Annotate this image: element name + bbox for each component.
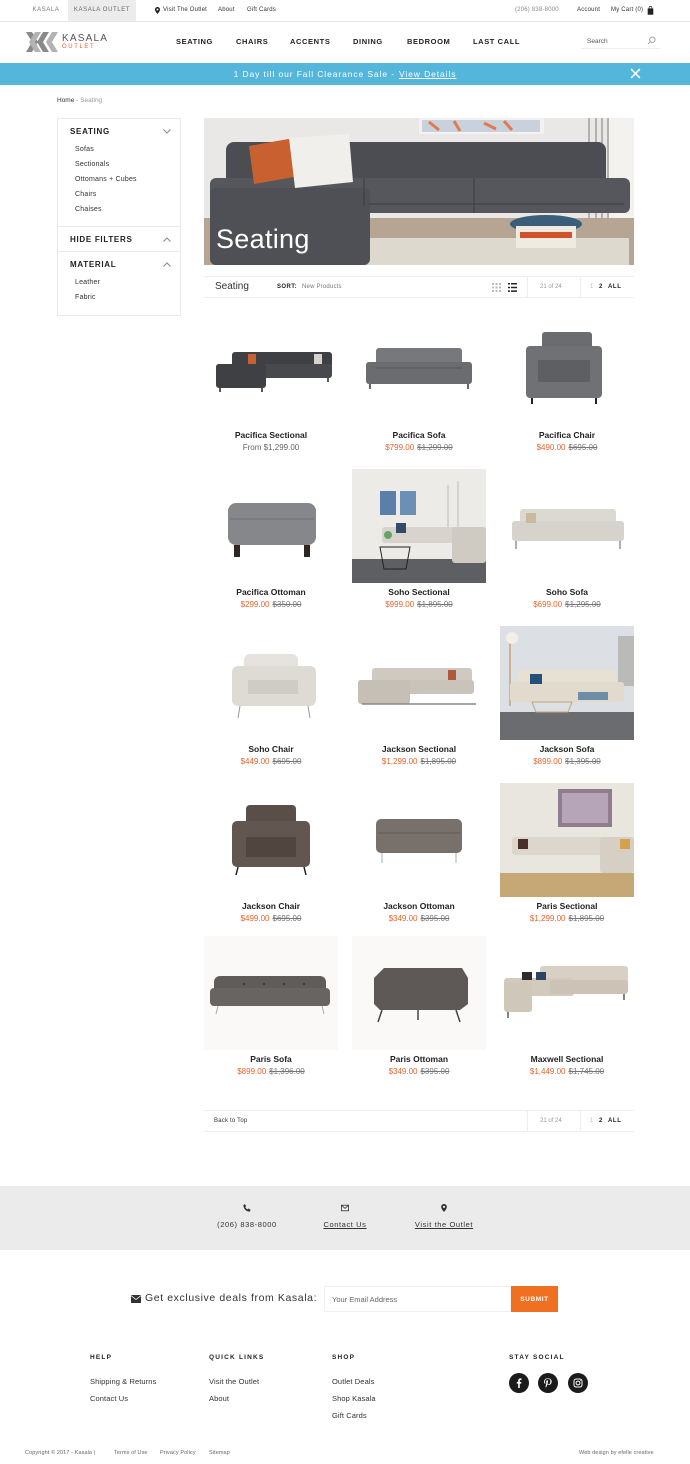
footer-social-title: STAY SOCIAL [509, 1354, 565, 1361]
original-price: $695.00 [272, 914, 302, 923]
sort-dropdown[interactable]: New Products [302, 284, 342, 290]
filter-chaises[interactable]: Chaises [75, 206, 102, 213]
hide-filters-toggle[interactable]: HIDE FILTERS [70, 235, 133, 244]
visit-outlet-link[interactable]: Visit The Outlet [163, 7, 207, 13]
original-price: $1,895.00 [420, 757, 457, 766]
designer-credit-link[interactable]: Web design by efelle creative [579, 1450, 654, 1456]
product-image[interactable] [204, 936, 338, 1050]
facebook-icon[interactable] [509, 1373, 529, 1393]
cart-link[interactable]: My Cart (0) [611, 7, 644, 13]
terms-link[interactable]: Terms of Use [114, 1450, 148, 1456]
original-price: $695.00 [272, 757, 302, 766]
sale-price: $490.00 [536, 443, 566, 452]
price-from: From $1,299.00 [242, 443, 300, 452]
email-field[interactable] [324, 1286, 511, 1312]
product-card[interactable] [352, 936, 486, 1086]
footer-gift-cards-link[interactable]: Gift Cards [332, 1411, 367, 1420]
product-grid [200, 312, 640, 1102]
page-2-link[interactable]: 2 [599, 284, 603, 290]
sale-price: $349.00 [388, 1067, 418, 1076]
product-card[interactable] [352, 783, 486, 933]
logo-wordmark[interactable]: KASALA [62, 33, 109, 44]
product-card[interactable] [352, 312, 486, 462]
footer-shipping-returns-link[interactable]: Shipping & Returns [90, 1377, 157, 1386]
phone-number[interactable]: (206) 838-8000 [217, 1220, 277, 1229]
bottom-pagination-bar [204, 1110, 634, 1132]
contact-band [0, 1186, 690, 1250]
product-image[interactable] [352, 312, 486, 426]
filter-chairs[interactable]: Chairs [75, 191, 97, 198]
footer-contact-us-link[interactable]: Contact Us [90, 1394, 129, 1403]
instagram-icon[interactable] [568, 1373, 588, 1393]
product-price [500, 600, 634, 609]
product-card[interactable] [500, 626, 634, 776]
nav-last-call[interactable]: LAST CALL [473, 37, 521, 46]
footer-outlet-deals-link[interactable]: Outlet Deals [332, 1377, 375, 1386]
filter-sidebar [57, 118, 181, 316]
product-card[interactable] [204, 936, 338, 1086]
nav-seating[interactable]: SEATING [176, 37, 213, 46]
breadcrumb [57, 97, 102, 104]
promo-banner [0, 63, 690, 85]
tab-kasala-outlet[interactable]: KASALA OUTLET [68, 0, 136, 21]
original-price: $1,745.00 [568, 1067, 605, 1076]
product-name[interactable]: Paris Ottoman [389, 1054, 449, 1064]
view-all-link[interactable]: ALL [608, 1118, 622, 1124]
contact-us-link[interactable]: Contact Us [323, 1220, 367, 1229]
filter-leather[interactable]: Leather [75, 279, 101, 286]
copyright-text: Copyright © 2017 - Kasala | [25, 1450, 96, 1456]
breadcrumb-home[interactable]: Home [57, 97, 75, 104]
submit-button[interactable]: SUBMIT [511, 1286, 558, 1312]
product-image[interactable] [204, 626, 338, 740]
filter-fabric[interactable]: Fabric [75, 294, 96, 301]
visit-outlet-item[interactable] [410, 1204, 478, 1229]
page-2-link[interactable]: 2 [599, 1118, 603, 1124]
product-name[interactable]: Soho Sectional [388, 587, 450, 597]
divider [58, 251, 180, 252]
account-link[interactable]: Account [577, 7, 601, 13]
product-price [204, 757, 338, 766]
sale-price: $499.00 [240, 914, 270, 923]
product-name[interactable]: Soho Chair [248, 744, 294, 754]
sort-label: SORT: [277, 284, 297, 290]
product-name[interactable]: Jackson Sectional [381, 744, 457, 754]
original-price: $1,895.00 [568, 914, 605, 923]
nav-accents[interactable]: ACCENTS [290, 37, 331, 46]
product-price [500, 443, 634, 452]
footer-about-link[interactable]: About [209, 1394, 230, 1403]
phone-number[interactable]: (206) 838-8000 [515, 7, 559, 13]
product-card[interactable] [500, 936, 634, 1086]
about-link[interactable]: About [218, 7, 235, 13]
product-card[interactable] [352, 626, 486, 776]
product-image[interactable] [352, 936, 486, 1050]
page-1-link[interactable]: 1 [590, 1118, 594, 1124]
product-name[interactable]: Paris Sofa [250, 1054, 292, 1064]
product-price [204, 600, 338, 609]
contact-us-item[interactable] [318, 1204, 372, 1229]
logo-outlet-label: OUTLET [62, 44, 96, 50]
chevron-up-icon[interactable] [163, 237, 171, 242]
product-price [204, 1067, 338, 1076]
promo-text: 1 Day till our Fall Clearance Sale - [233, 69, 395, 79]
envelope-icon [341, 1204, 349, 1212]
product-image[interactable] [500, 936, 634, 1050]
chevron-down-icon[interactable] [163, 129, 171, 134]
footer-quick-links-title: QUICK LINKS [209, 1354, 265, 1361]
divider [58, 226, 180, 227]
original-price: $350.00 [272, 600, 302, 609]
product-image[interactable] [500, 626, 634, 740]
sale-price: $999.00 [385, 600, 415, 609]
sale-price: $349.00 [388, 914, 418, 923]
product-price [500, 1067, 634, 1076]
product-card[interactable] [204, 469, 338, 619]
visit-outlet-link[interactable]: Visit the Outlet [414, 1220, 474, 1229]
search-input[interactable] [587, 35, 643, 47]
result-count: 21 of 24 [540, 284, 562, 290]
product-card[interactable] [500, 783, 634, 933]
result-count: 21 of 24 [540, 1118, 562, 1124]
grid-view-icon[interactable] [492, 283, 501, 292]
category-hero-image [204, 118, 634, 265]
page-1-link[interactable]: 1 [590, 284, 594, 290]
original-price: $395.00 [420, 914, 450, 923]
original-price: $1,895.00 [417, 600, 453, 609]
nav-bedroom[interactable]: BEDROOM [407, 37, 451, 46]
newsletter-signup [0, 1286, 690, 1312]
product-price [204, 914, 338, 923]
pinterest-icon[interactable] [538, 1373, 558, 1393]
sale-price: $699.00 [533, 600, 563, 609]
nav-chairs[interactable]: CHAIRS [236, 37, 269, 46]
map-pin-icon [440, 1204, 448, 1212]
product-price [352, 914, 486, 923]
original-price: $1,295.00 [565, 600, 601, 609]
product-image[interactable] [500, 312, 634, 426]
product-name[interactable]: Jackson Chair [241, 901, 301, 911]
phone-contact[interactable] [214, 1204, 280, 1229]
shopping-bag-icon[interactable] [647, 6, 654, 15]
divider [580, 1111, 581, 1131]
phone-icon [243, 1204, 251, 1212]
divider [527, 277, 528, 297]
sale-price: $1,299.00 [529, 914, 566, 923]
product-name[interactable]: Jackson Ottoman [383, 901, 455, 911]
product-name[interactable]: Pacifica Chair [538, 430, 596, 440]
original-price: $1,395.00 [565, 757, 601, 766]
product-name[interactable]: Pacifica Sectional [234, 430, 308, 440]
product-card[interactable] [204, 312, 338, 462]
product-image[interactable] [204, 312, 338, 426]
footer-shop-kasala-link[interactable]: Shop Kasala [332, 1394, 376, 1403]
product-card[interactable] [204, 783, 338, 933]
utility-bar [0, 0, 690, 22]
filter-seating-title[interactable]: SEATING [70, 127, 110, 136]
product-image[interactable] [500, 783, 634, 897]
original-price: $695.00 [568, 443, 598, 452]
sale-price: $899.00 [533, 757, 563, 766]
product-image[interactable] [204, 469, 338, 583]
original-price: $1,396.00 [269, 1067, 305, 1076]
product-toolbar [204, 276, 634, 298]
map-pin-icon [155, 7, 160, 14]
gift-cards-link[interactable]: Gift Cards [247, 7, 277, 13]
toolbar-category-label: Seating [215, 281, 249, 292]
sale-price: $899.00 [237, 1067, 267, 1076]
original-price: $1,299.00 [417, 443, 453, 452]
view-all-link[interactable]: ALL [608, 284, 622, 290]
back-to-top-link[interactable]: Back to Top [214, 1118, 248, 1124]
product-image[interactable] [204, 783, 338, 897]
product-card[interactable] [500, 469, 634, 619]
product-name[interactable]: Jackson Sofa [539, 744, 595, 754]
product-price [352, 443, 486, 452]
nav-dining[interactable]: DINING [353, 37, 383, 46]
product-price [500, 914, 634, 923]
close-icon[interactable] [630, 68, 641, 79]
envelope-icon [131, 1295, 141, 1303]
search-icon[interactable] [647, 36, 656, 45]
product-name[interactable]: Paris Sectional [536, 901, 598, 911]
sale-price: $299.00 [240, 600, 270, 609]
search-box [581, 33, 660, 49]
product-name[interactable]: Maxwell Sectional [530, 1054, 604, 1064]
breadcrumb-current: Seating [80, 97, 103, 104]
chevron-up-icon[interactable] [163, 262, 171, 267]
product-image[interactable] [352, 783, 486, 897]
product-card[interactable] [500, 312, 634, 462]
divider [527, 1111, 528, 1131]
divider [580, 277, 581, 297]
list-view-icon[interactable] [508, 283, 517, 292]
kasala-logo-icon[interactable] [26, 32, 58, 52]
product-name[interactable]: Pacifica Ottoman [236, 587, 306, 597]
filter-sectionals[interactable]: Sectionals [75, 161, 110, 168]
product-price [204, 443, 338, 452]
tab-kasala[interactable]: KASALA [32, 7, 60, 13]
original-price: $395.00 [420, 1067, 450, 1076]
product-card[interactable] [204, 626, 338, 776]
product-price [352, 1067, 486, 1076]
sale-price: $1,299.00 [381, 757, 418, 766]
filter-material-title[interactable]: MATERIAL [70, 260, 117, 269]
main-header [0, 22, 690, 64]
sale-price: $449.00 [240, 757, 270, 766]
footer-visit-outlet-link[interactable]: Visit the Outlet [209, 1377, 260, 1386]
product-price [352, 600, 486, 609]
breadcrumb-separator: - [74, 97, 81, 104]
product-price [352, 757, 486, 766]
product-image[interactable] [500, 469, 634, 583]
product-image[interactable] [352, 626, 486, 740]
privacy-link[interactable]: Privacy Policy [160, 1450, 196, 1456]
sitemap-link[interactable]: Sitemap [209, 1450, 230, 1456]
sale-price: $799.00 [385, 443, 415, 452]
footer-shop-title: SHOP [332, 1354, 356, 1361]
filter-ottomans-cubes[interactable]: Ottomans + Cubes [75, 176, 137, 183]
product-card[interactable] [352, 469, 486, 619]
product-name[interactable]: Pacifica Sofa [392, 430, 446, 440]
sale-price: $1,449.00 [529, 1067, 566, 1076]
product-price [500, 757, 634, 766]
product-image[interactable] [352, 469, 486, 583]
newsletter-label: Get exclusive deals from Kasala: [145, 1292, 318, 1304]
hero-title: Seating [216, 224, 310, 254]
view-details-link[interactable]: View Details [398, 69, 457, 79]
footer-help-title: HELP [90, 1354, 113, 1361]
filter-sofas[interactable]: Sofas [75, 146, 94, 153]
product-name[interactable]: Soho Sofa [545, 587, 589, 597]
